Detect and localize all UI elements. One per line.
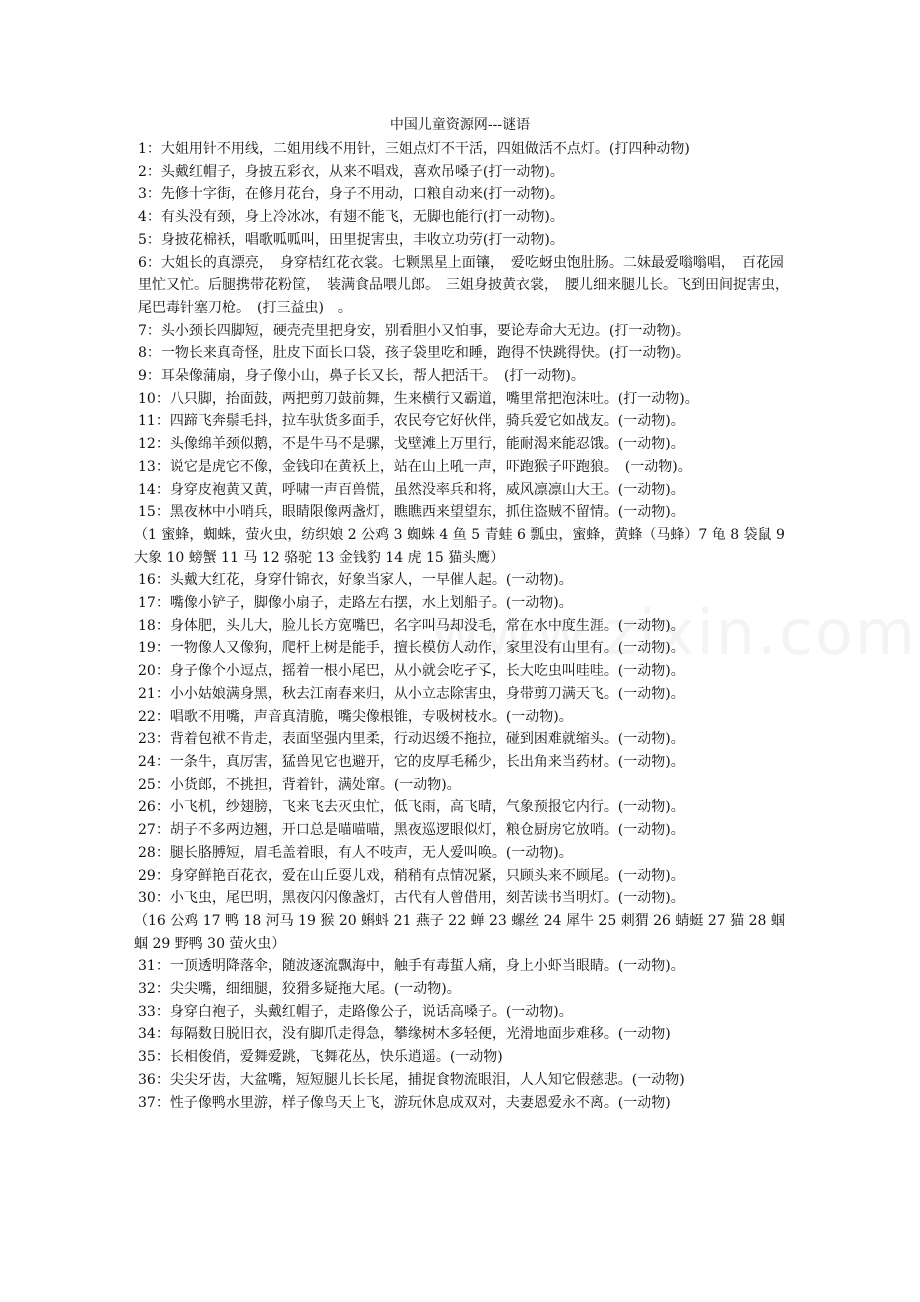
riddle-item: 24：一条牛，真厉害，猛兽见它也避开，它的皮厚毛稀少，长出角来当药材。(一动物)。 bbox=[138, 753, 685, 770]
riddle-item: 13：说它是虎它不像，金钱印在黄袄上，站在山上吼一声，吓跑猴子吓跑狼。 (一动物)。 bbox=[138, 458, 692, 475]
riddle-item: 3：先修十字街，在修月花台，身子不用动，口粮自动来(打一动物)。 bbox=[138, 186, 564, 203]
riddle-item: 1：大姐用针不用线，二姐用线不用针，三姐点灯不干活，四姐做活不点灯。(打四种动物) bbox=[138, 141, 690, 157]
riddle-item: 19：一物像人又像狗，爬杆上树是能手，擅长模仿人动作，家里没有山里有。(一动物)。 bbox=[138, 640, 685, 657]
riddle-item: 27：胡子不多两边翘，开口总是喵喵喵，黑夜巡逻眼似灯，粮仓厨房它放哨。(一动物)。 bbox=[138, 822, 685, 839]
riddle-item: 17：嘴像小铲子，脚像小扇子，走路左右摆，水上划船子。(一动物)。 bbox=[138, 595, 573, 612]
riddle-item: 18：身体肥，头儿大，脸儿长方宽嘴巴，名字叫马却没毛，常在水中度生涯。(一动物)。 bbox=[138, 617, 685, 634]
riddle-item: 37：性子像鸭水里游，样子像鸟天上飞，游玩休息成双对，夫妻恩爱永不离。(一动物) bbox=[138, 1094, 671, 1111]
riddle-item: 20：身子像个小逗点，摇着一根小尾巴，从小就会吃孑孓，长大吃虫叫哇哇。(一动物)。 bbox=[138, 663, 685, 680]
riddle-item: 15：黑夜林中小哨兵，眼睛限像两盏灯，瞧瞧西来望望东，抓住盗贼不留情。(一动物)。 bbox=[138, 504, 685, 521]
riddle-item: 14：身穿皮袍黄又黄，呼啸一声百兽慌，虽然没率兵和将，威风凛凛山大王。(一动物)。 bbox=[138, 481, 685, 498]
answer-key: （16 公鸡 17 鸭 18 河马 19 猴 20 蝌蚪 21 燕子 22 蝉 23 螺丝 24 犀牛 25 刺猬 26 蜻蜓 27 猫 28 蝈蝈 29 野鸭 30 萤火虫） bbox=[134, 912, 785, 952]
riddle-item: 4：有头没有颈，身上冷冰冰，有翅不能飞，无脚也能行(打一动物)。 bbox=[138, 209, 564, 226]
riddle-item: 22：唱歌不用嘴，声音真清脆，嘴尖像根锥，专吸树枝水。(一动物)。 bbox=[138, 708, 573, 725]
riddle-item: 21：小小姑娘满身黑，秋去江南春来归，从小立志除害虫，身带剪刀满天飞。(一动物)。 bbox=[138, 685, 685, 702]
riddle-item: 11：四蹄飞奔鬃毛抖，拉车驮货多面手，农民夸它好伙伴，骑兵爱它如战友。(一动物)。 bbox=[138, 413, 685, 430]
riddle-item-multiline: 6：大姐长的真漂亮， 身穿桔红花衣裳。七颗黑星上面镶， 爱吃蚜虫饱肚肠。二妹最爱嗡嗡唱， 百花园里忙又忙。后腿携带花粉筐， 装满食品喂儿郎。 三姐身披黄衣裳， 腰儿细来腿儿长。飞到田间捉害虫， 尾巴毒针塞刀枪。 (打三益虫) 。 bbox=[138, 254, 796, 316]
riddle-item: 5：身披花棉袄，唱歌呱呱叫，田里捉害虫，丰收立功劳(打一动物)。 bbox=[138, 231, 564, 248]
riddle-item: 30：小飞虫，尾巴明，黑夜闪闪像盏灯，古代有人曾借用，刻苦读书当明灯。(一动物)。 bbox=[138, 890, 685, 907]
riddle-item: 26：小飞机，纱翅膀，飞来飞去灭虫忙，低飞雨，高飞晴，气象预报它内行。(一动物)。 bbox=[138, 799, 685, 816]
riddle-item: 28：腿长胳膊短，眉毛盖着眼，有人不吱声，无人爱叫唤。(一动物)。 bbox=[138, 844, 573, 861]
riddle-item: 25：小货郎，不挑担，背着针，满处窜。(一动物)。 bbox=[138, 776, 461, 793]
riddle-list bbox=[134, 138, 796, 1114]
riddle-item: 12：头像绵羊颈似鹅，不是牛马不是骡，戈壁滩上万里行，能耐渴来能忍饿。(一动物)。 bbox=[138, 436, 685, 453]
riddle-item: 9：耳朵像蒲扇，身子像小山，鼻子长又长，帮人把活干。 (打一动物)。 bbox=[138, 368, 585, 385]
riddle-item: 16：头戴大红花，身穿什锦衣，好象当家人，一早催人起。(一动物)。 bbox=[138, 572, 573, 589]
riddle-item: 7：头小颈长四脚短，硬壳壳里把身安，别看胆小又怕事，要论寿命大无边。(打一动物)。 bbox=[138, 322, 690, 339]
riddle-item: 31：一顶透明降落伞，随波逐流飘海中，触手有毒蜇人痛，身上小虾当眼睛。(一动物)。 bbox=[138, 958, 685, 975]
riddle-item: 35：长相俊俏，爱舞爱跳，飞舞花丛，快乐逍遥。(一动物) bbox=[138, 1049, 503, 1066]
riddle-item: 34：每隔数日脱旧衣，没有脚爪走得急，攀缘树木多轻便，光滑地面步难移。(一动物) bbox=[138, 1026, 671, 1043]
answer-key: （1 蜜蜂，蜘蛛，萤火虫，纺织娘 2 公鸡 3 蜘蛛 4 鱼 5 青蛙 6 瓢虫，蜜蜂，黄蜂（马蜂）7 龟 8 袋鼠 9 大象 10 螃蟹 11 马 12 骆驼 13 金钱豹 14 虎 15 猫头鹰） bbox=[134, 526, 785, 566]
document-title: 中国儿童资源网---谜语 bbox=[389, 117, 531, 133]
riddle-item: 2：头戴红帽子，身披五彩衣，从来不唱戏，喜欢吊嗓子(打一动物)。 bbox=[138, 163, 564, 180]
riddle-item: 36：尖尖牙齿，大盆嘴，短短腿儿长长尾，捕捉食物流眼泪，人人知它假慈悲。(一动物) bbox=[138, 1071, 685, 1088]
riddle-item: 33：身穿白袍子，头戴红帽子，走路像公子，说话高嗓子。(一动物)。 bbox=[138, 1003, 573, 1020]
riddle-item: 8：一物长来真奇怪，肚皮下面长口袋，孩子袋里吃和睡，跑得不快跳得快。(打一动物)。 bbox=[138, 345, 690, 362]
riddle-item: 32：尖尖嘴，细细腿，狡猾多疑拖大尾。(一动物)。 bbox=[138, 981, 461, 998]
riddle-item: 10：八只脚，抬面鼓，两把剪刀鼓前舞，生来横行又霸道，嘴里常把泡沫吐。(打一动物)。 bbox=[138, 390, 699, 407]
riddle-item: 23：背着包袱不肯走，表面坚强内里柔，行动迟缓不拖拉，碰到困难就缩头。(一动物)。 bbox=[138, 731, 685, 748]
riddle-item: 29：身穿鲜艳百花衣，爱在山丘耍儿戏，稍稍有点情况紧，只顾头来不顾尾。(一动物)。 bbox=[138, 867, 685, 884]
